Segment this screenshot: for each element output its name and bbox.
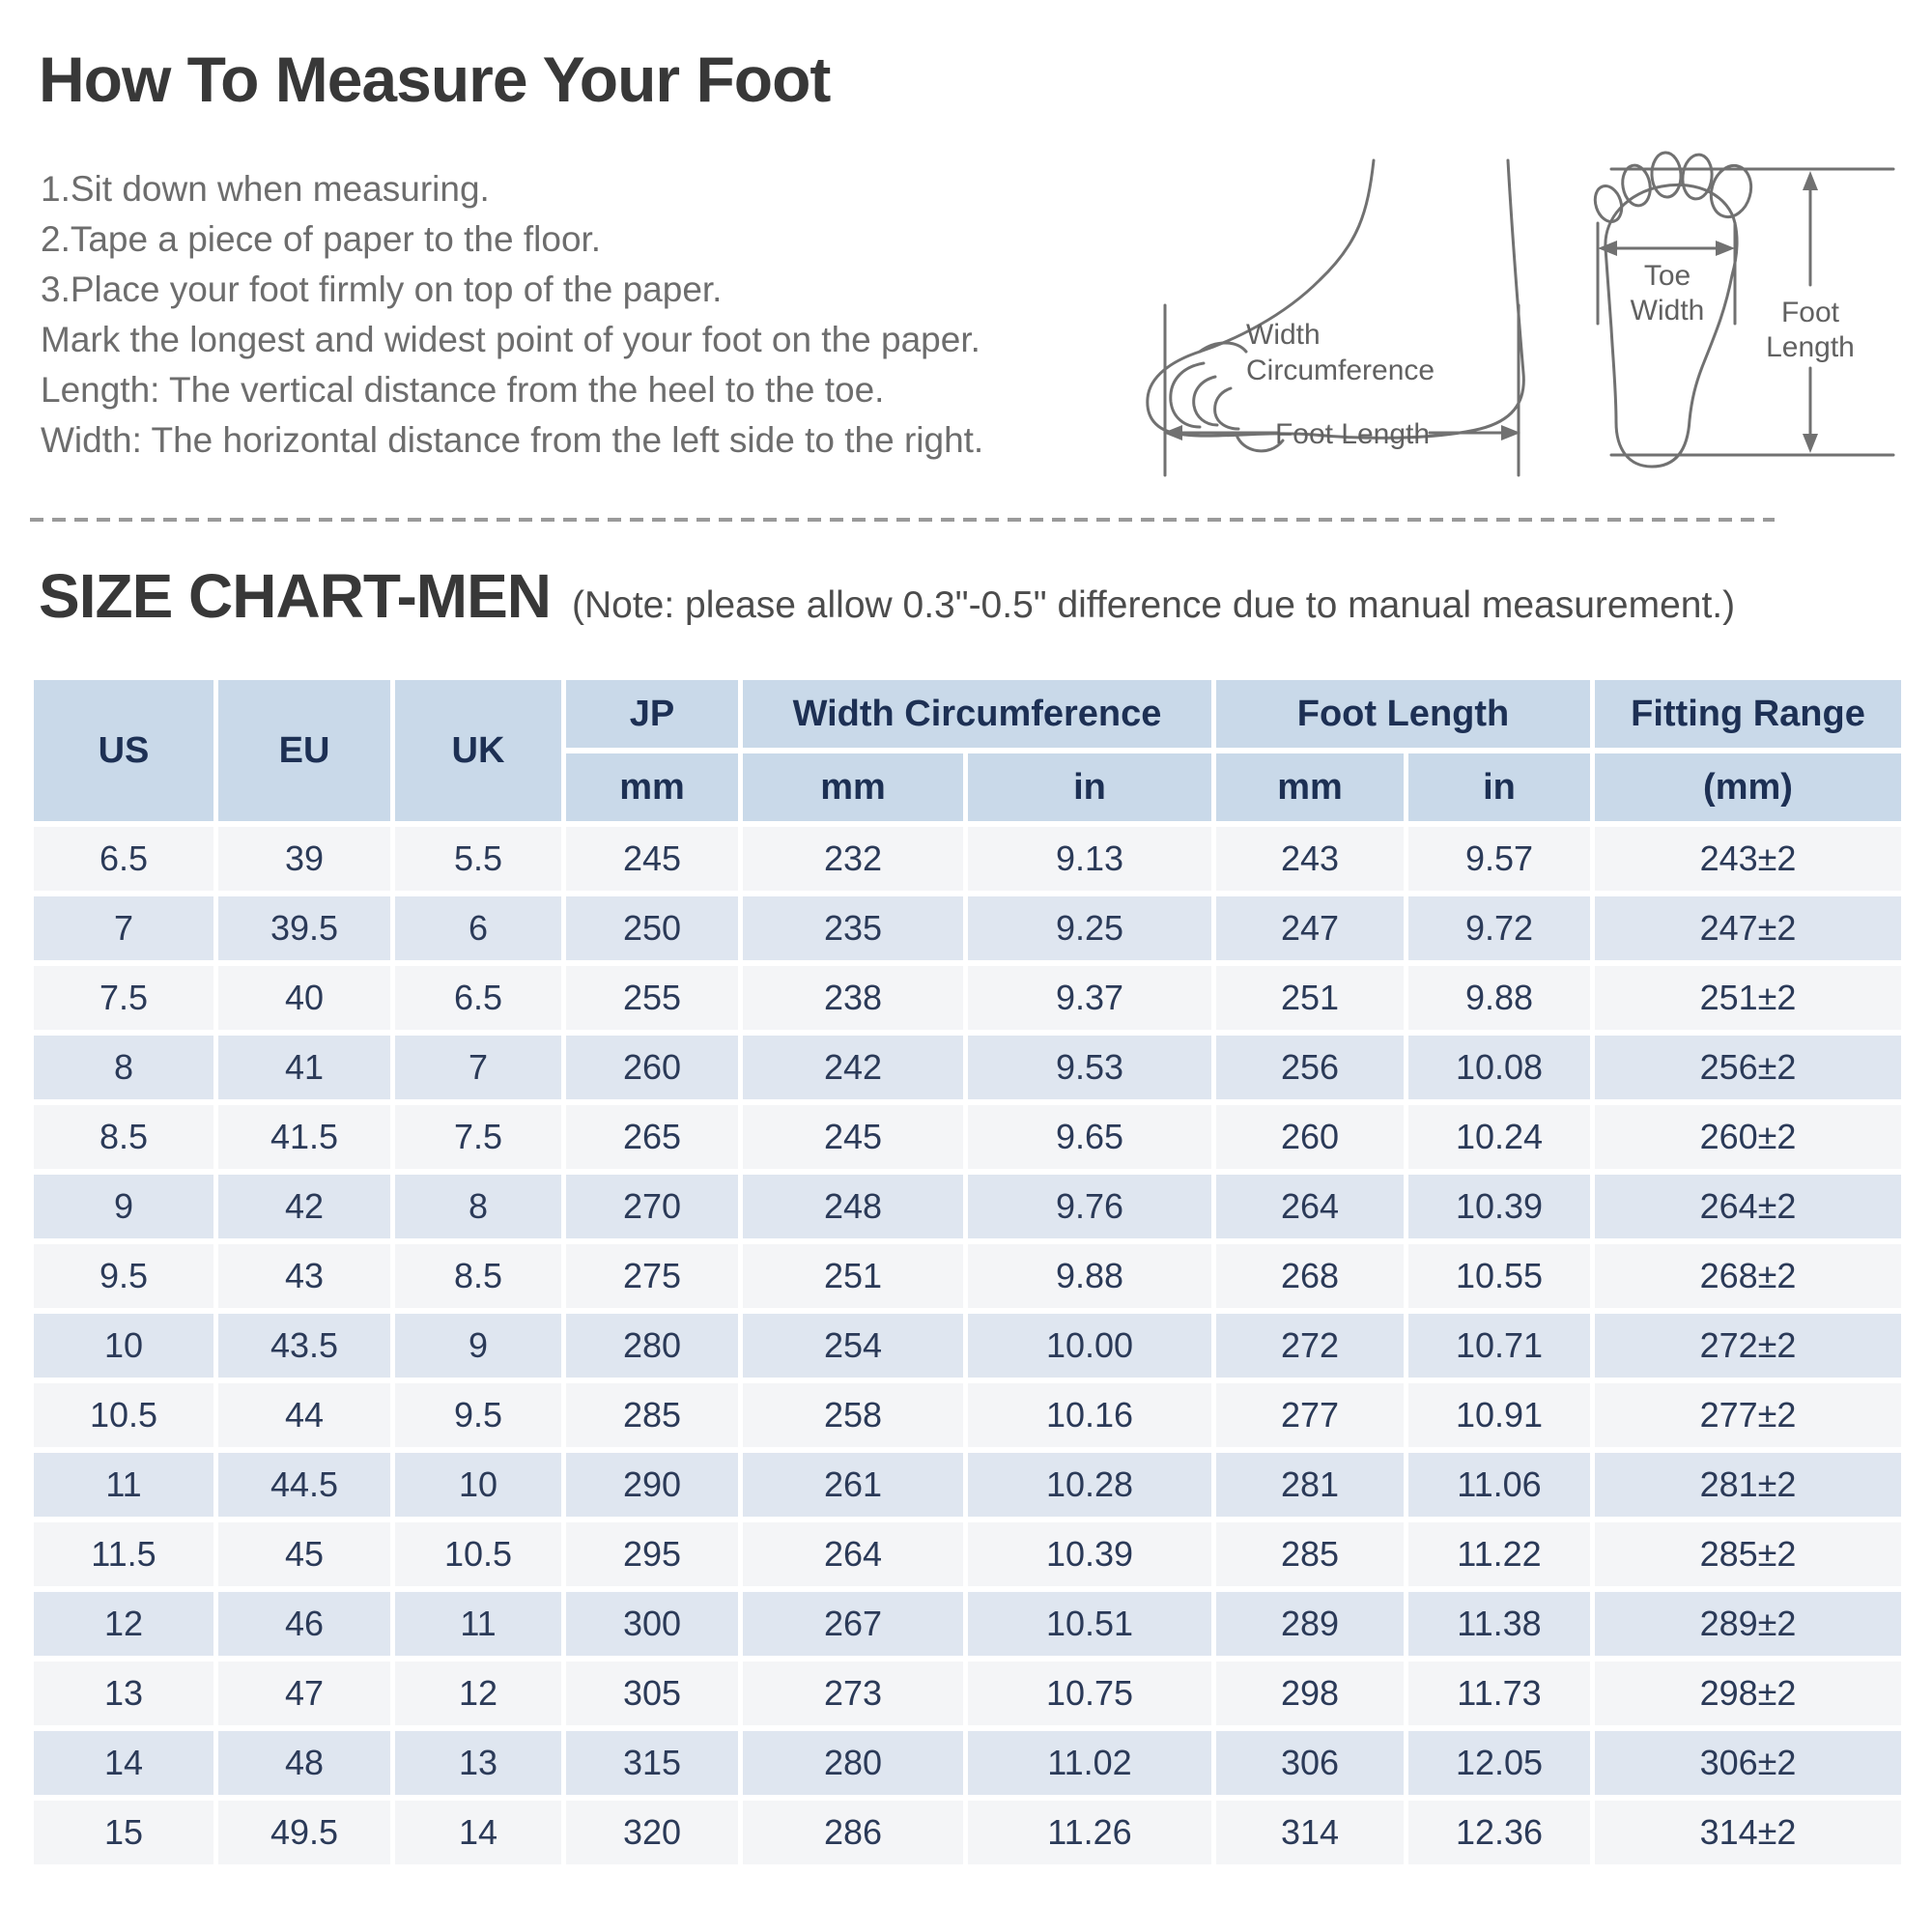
table-cell: 41 <box>218 1036 390 1099</box>
column-header-uk: UK <box>395 680 561 821</box>
table-cell: 285 <box>566 1383 738 1447</box>
table-cell: 11.38 <box>1408 1592 1590 1656</box>
table-cell: 10.55 <box>1408 1244 1590 1308</box>
table-cell: 6 <box>395 896 561 960</box>
table-cell: 9.37 <box>968 966 1211 1030</box>
table-cell: 281 <box>1216 1453 1404 1517</box>
table-cell: 243±2 <box>1595 827 1901 891</box>
table-cell: 43.5 <box>218 1314 390 1378</box>
table-cell: 281±2 <box>1595 1453 1901 1517</box>
subheader-wc-mm: mm <box>743 753 963 821</box>
table-cell: 7 <box>34 896 213 960</box>
foot-length-label: Length <box>1766 331 1855 363</box>
table-cell: 247 <box>1216 896 1404 960</box>
table-cell: 258 <box>743 1383 963 1447</box>
table-cell: 300 <box>566 1592 738 1656</box>
table-cell: 47 <box>218 1662 390 1725</box>
table-cell: 11.73 <box>1408 1662 1590 1725</box>
column-header-foot-length: Foot Length <box>1216 680 1590 748</box>
table-cell: 11.26 <box>968 1801 1211 1864</box>
table-cell: 10.08 <box>1408 1036 1590 1099</box>
table-cell: 11 <box>395 1592 561 1656</box>
table-cell: 10 <box>395 1453 561 1517</box>
table-cell: 256±2 <box>1595 1036 1901 1099</box>
toe-width-label: Toe <box>1643 260 1691 292</box>
table-row <box>34 1314 1901 1378</box>
table-cell: 306 <box>1216 1731 1404 1795</box>
table-cell: 8 <box>34 1036 213 1099</box>
table-cell: 275 <box>566 1244 738 1308</box>
table-cell: 10.24 <box>1408 1105 1590 1169</box>
table-cell: 272±2 <box>1595 1314 1901 1378</box>
instruction-line: 2.Tape a piece of paper to the floor. <box>41 219 602 259</box>
table-row <box>34 827 1901 891</box>
table-cell: 12 <box>34 1592 213 1656</box>
foot-side-view-diagram <box>1121 145 1560 512</box>
size-chart-table <box>29 674 1906 1870</box>
arrow-down-icon <box>1803 434 1818 453</box>
table-cell: 298 <box>1216 1662 1404 1725</box>
table-cell: 9.53 <box>968 1036 1211 1099</box>
table-cell: 11 <box>34 1453 213 1517</box>
table-cell: 247±2 <box>1595 896 1901 960</box>
table-cell: 5.5 <box>395 827 561 891</box>
table-cell: 41.5 <box>218 1105 390 1169</box>
table-cell: 295 <box>566 1522 738 1586</box>
arrow-up-icon <box>1803 171 1818 190</box>
table-cell: 48 <box>218 1731 390 1795</box>
table-cell: 238 <box>743 966 963 1030</box>
instruction-line: 1.Sit down when measuring. <box>41 169 490 209</box>
size-chart-note: (Note: please allow 0.3"-0.5" difference due to manual measurement.) <box>572 584 1736 626</box>
table-cell: 314 <box>1216 1801 1404 1864</box>
dashed-divider <box>30 518 1775 522</box>
table-cell: 12 <box>395 1662 561 1725</box>
table-row <box>34 1105 1901 1169</box>
column-header-us: US <box>34 680 213 821</box>
table-cell: 289±2 <box>1595 1592 1901 1656</box>
table-cell: 265 <box>566 1105 738 1169</box>
table-cell: 277±2 <box>1595 1383 1901 1447</box>
table-cell: 260 <box>566 1036 738 1099</box>
table-cell: 40 <box>218 966 390 1030</box>
table-cell: 11.02 <box>968 1731 1211 1795</box>
table-cell: 9 <box>34 1175 213 1238</box>
size-chart-heading: SIZE CHART-MEN <box>39 561 551 631</box>
table-cell: 286 <box>743 1801 963 1864</box>
table-cell: 11.22 <box>1408 1522 1590 1586</box>
table-cell: 9.88 <box>1408 966 1590 1030</box>
table-cell: 251 <box>743 1244 963 1308</box>
foot-length-label: Foot <box>1780 297 1840 328</box>
table-cell: 261 <box>743 1453 963 1517</box>
table-row <box>34 966 1901 1030</box>
foot-length-label: Foot Length <box>1274 418 1431 450</box>
table-cell: 9.5 <box>395 1383 561 1447</box>
table-cell: 13 <box>34 1662 213 1725</box>
table-cell: 9.57 <box>1408 827 1590 891</box>
table-cell: 264±2 <box>1595 1175 1901 1238</box>
table-cell: 260±2 <box>1595 1105 1901 1169</box>
size-chart-heading-row <box>39 560 1735 632</box>
foot-sole-view-diagram <box>1563 130 1911 526</box>
table-cell: 10.5 <box>34 1383 213 1447</box>
table-cell: 9.72 <box>1408 896 1590 960</box>
table-cell: 13 <box>395 1731 561 1795</box>
table-cell: 298±2 <box>1595 1662 1901 1725</box>
table-cell: 14 <box>34 1731 213 1795</box>
table-cell: 256 <box>1216 1036 1404 1099</box>
table-cell: 9.76 <box>968 1175 1211 1238</box>
table-cell: 272 <box>1216 1314 1404 1378</box>
table-row <box>34 1592 1901 1656</box>
subheader-jp-mm: mm <box>566 753 738 821</box>
table-cell: 314±2 <box>1595 1801 1901 1864</box>
table-cell: 248 <box>743 1175 963 1238</box>
column-header-eu: EU <box>218 680 390 821</box>
table-cell: 10.16 <box>968 1383 1211 1447</box>
table-cell: 251±2 <box>1595 966 1901 1030</box>
table-cell: 10 <box>34 1314 213 1378</box>
table-cell: 7 <box>395 1036 561 1099</box>
table-cell: 10.00 <box>968 1314 1211 1378</box>
subheader-fitting-mm: (mm) <box>1595 753 1901 821</box>
table-cell: 7.5 <box>395 1105 561 1169</box>
table-cell: 285 <box>1216 1522 1404 1586</box>
table-cell: 280 <box>743 1731 963 1795</box>
table-cell: 14 <box>395 1801 561 1864</box>
table-row <box>34 1175 1901 1238</box>
table-cell: 10.91 <box>1408 1383 1590 1447</box>
table-cell: 243 <box>1216 827 1404 891</box>
size-table-header <box>34 680 1901 821</box>
table-cell: 273 <box>743 1662 963 1725</box>
table-cell: 12.05 <box>1408 1731 1590 1795</box>
table-row <box>34 1036 1901 1099</box>
table-cell: 44.5 <box>218 1453 390 1517</box>
table-cell: 268 <box>1216 1244 1404 1308</box>
table-cell: 12.36 <box>1408 1801 1590 1864</box>
table-cell: 242 <box>743 1036 963 1099</box>
table-cell: 11.5 <box>34 1522 213 1586</box>
instruction-line: Length: The vertical distance from the heel to the toe. <box>41 370 885 410</box>
table-cell: 232 <box>743 827 963 891</box>
table-cell: 8.5 <box>34 1105 213 1169</box>
table-cell: 9.5 <box>34 1244 213 1308</box>
table-cell: 277 <box>1216 1383 1404 1447</box>
subheader-fl-mm: mm <box>1216 753 1404 821</box>
table-row <box>34 1522 1901 1586</box>
table-cell: 39 <box>218 827 390 891</box>
table-cell: 10.71 <box>1408 1314 1590 1378</box>
table-cell: 306±2 <box>1595 1731 1901 1795</box>
table-cell: 305 <box>566 1662 738 1725</box>
measuring-instructions <box>41 164 983 466</box>
table-cell: 8 <box>395 1175 561 1238</box>
table-cell: 251 <box>1216 966 1404 1030</box>
table-cell: 255 <box>566 966 738 1030</box>
table-row <box>34 896 1901 960</box>
subheader-fl-in: in <box>1408 753 1590 821</box>
table-cell: 280 <box>566 1314 738 1378</box>
table-cell: 268±2 <box>1595 1244 1901 1308</box>
table-cell: 254 <box>743 1314 963 1378</box>
table-header-row <box>34 680 1901 748</box>
table-cell: 45 <box>218 1522 390 1586</box>
table-cell: 270 <box>566 1175 738 1238</box>
table-cell: 6.5 <box>34 827 213 891</box>
table-row <box>34 1801 1901 1864</box>
table-cell: 9 <box>395 1314 561 1378</box>
table-cell: 245 <box>566 827 738 891</box>
subheader-wc-in: in <box>968 753 1211 821</box>
column-header-fitting-range: Fitting Range <box>1595 680 1901 748</box>
table-cell: 9.25 <box>968 896 1211 960</box>
table-cell: 250 <box>566 896 738 960</box>
table-cell: 315 <box>566 1731 738 1795</box>
table-cell: 10.51 <box>968 1592 1211 1656</box>
table-cell: 39.5 <box>218 896 390 960</box>
table-row <box>34 1383 1901 1447</box>
table-cell: 11.06 <box>1408 1453 1590 1517</box>
table-row <box>34 1244 1901 1308</box>
instruction-line: Mark the longest and widest point of your foot on the paper. <box>41 320 980 359</box>
column-header-jp: JP <box>566 680 738 748</box>
table-row <box>34 1453 1901 1517</box>
table-cell: 289 <box>1216 1592 1404 1656</box>
column-header-width-circumference: Width Circumference <box>743 680 1211 748</box>
table-cell: 10.39 <box>968 1522 1211 1586</box>
arrow-right-icon <box>1716 241 1735 256</box>
page-title: How To Measure Your Foot <box>39 43 831 115</box>
table-cell: 264 <box>1216 1175 1404 1238</box>
table-cell: 46 <box>218 1592 390 1656</box>
table-cell: 9.88 <box>968 1244 1211 1308</box>
table-cell: 10.75 <box>968 1662 1211 1725</box>
table-cell: 264 <box>743 1522 963 1586</box>
table-cell: 9.65 <box>968 1105 1211 1169</box>
table-cell: 42 <box>218 1175 390 1238</box>
table-cell: 267 <box>743 1592 963 1656</box>
table-cell: 43 <box>218 1244 390 1308</box>
size-table-body <box>34 827 1901 1864</box>
instruction-line: Width: The horizontal distance from the left side to the right. <box>41 420 984 460</box>
table-cell: 15 <box>34 1801 213 1864</box>
table-cell: 10.5 <box>395 1522 561 1586</box>
table-cell: 44 <box>218 1383 390 1447</box>
width-circumference-label: Circumference <box>1246 355 1435 386</box>
width-circumference-label: Width <box>1246 319 1321 351</box>
table-cell: 260 <box>1216 1105 1404 1169</box>
toe-width-label: Width <box>1630 295 1705 327</box>
table-row <box>34 1662 1901 1725</box>
table-cell: 8.5 <box>395 1244 561 1308</box>
table-cell: 6.5 <box>395 966 561 1030</box>
instruction-line: 3.Place your foot firmly on top of the paper. <box>41 270 723 309</box>
table-cell: 285±2 <box>1595 1522 1901 1586</box>
table-cell: 235 <box>743 896 963 960</box>
table-cell: 10.28 <box>968 1453 1211 1517</box>
table-cell: 290 <box>566 1453 738 1517</box>
table-cell: 49.5 <box>218 1801 390 1864</box>
arrow-left-icon <box>1598 241 1617 256</box>
table-cell: 320 <box>566 1801 738 1864</box>
table-row <box>34 1731 1901 1795</box>
table-cell: 9.13 <box>968 827 1211 891</box>
table-cell: 245 <box>743 1105 963 1169</box>
table-cell: 10.39 <box>1408 1175 1590 1238</box>
table-cell: 7.5 <box>34 966 213 1030</box>
